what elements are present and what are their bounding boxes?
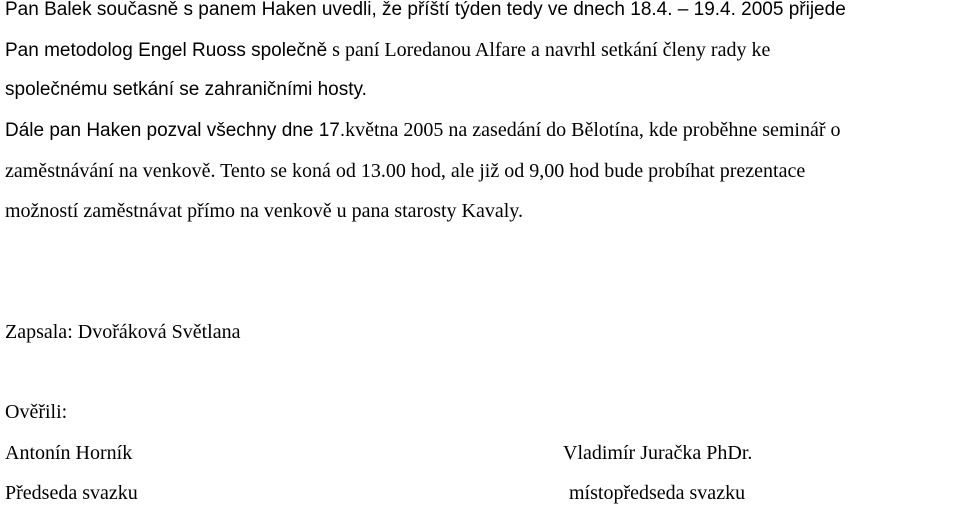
paragraph2-line1	[5, 118, 841, 143]
paragraph2-line2-text: zaměstnávání na venkově. Tento se koná od 13.00 hod, ale již od 9,00 hod bude probíhat prezentace	[5, 160, 806, 182]
right-signatory-role-text: místopředseda svazku	[569, 482, 746, 504]
right-signatory-name-text: Vladimír Juračka PhDr.	[563, 442, 753, 464]
left-signatory-role	[5, 481, 138, 505]
paragraph2-line3-text: možností zaměstnávat přímo na venkově u pana starosty Kavaly.	[5, 200, 523, 222]
paragraph1-line1	[5, 0, 846, 22]
paragraph1-line2	[5, 38, 770, 63]
recorder-line	[5, 320, 240, 344]
right-signatory-name	[563, 441, 752, 465]
left-signatory-role-text: Předseda svazku	[5, 482, 138, 504]
left-signatory-name-text: Antonín Horník	[5, 442, 133, 464]
paragraph2-line1-serif-text: května 2005 na zasedání do Bělotína, kde proběhne seminář o	[345, 119, 841, 141]
paragraph1-line1-text: Pan Balek současně s panem Haken uvedli, že příští týden tedy ve dnech 18.4. – 19.4. 2005 přijede	[5, 0, 846, 20]
paragraph1-line2-sans-text: Pan metodolog Engel Ruoss společně	[5, 40, 328, 61]
paragraph1-line2-serif-text: s paní Loredanou Alfare a navrhl setkání členy rady ke	[327, 39, 771, 61]
right-signatory-role	[569, 481, 745, 505]
paragraph1-line3-text: společnému setkání se zahraničními hosty.	[5, 79, 367, 100]
recorder-text: Zapsala: Dvořáková Světlana	[5, 321, 241, 343]
paragraph2-line1-sans-text: Dále pan Haken pozval všechny dne 17.	[5, 120, 346, 141]
paragraph2-line2	[5, 159, 805, 183]
paragraph2-line3	[5, 199, 523, 223]
verification-heading-text: Ověřili:	[5, 401, 68, 423]
paragraph1-line3	[5, 78, 367, 102]
verification-heading	[5, 400, 67, 424]
left-signatory-name	[5, 441, 132, 465]
